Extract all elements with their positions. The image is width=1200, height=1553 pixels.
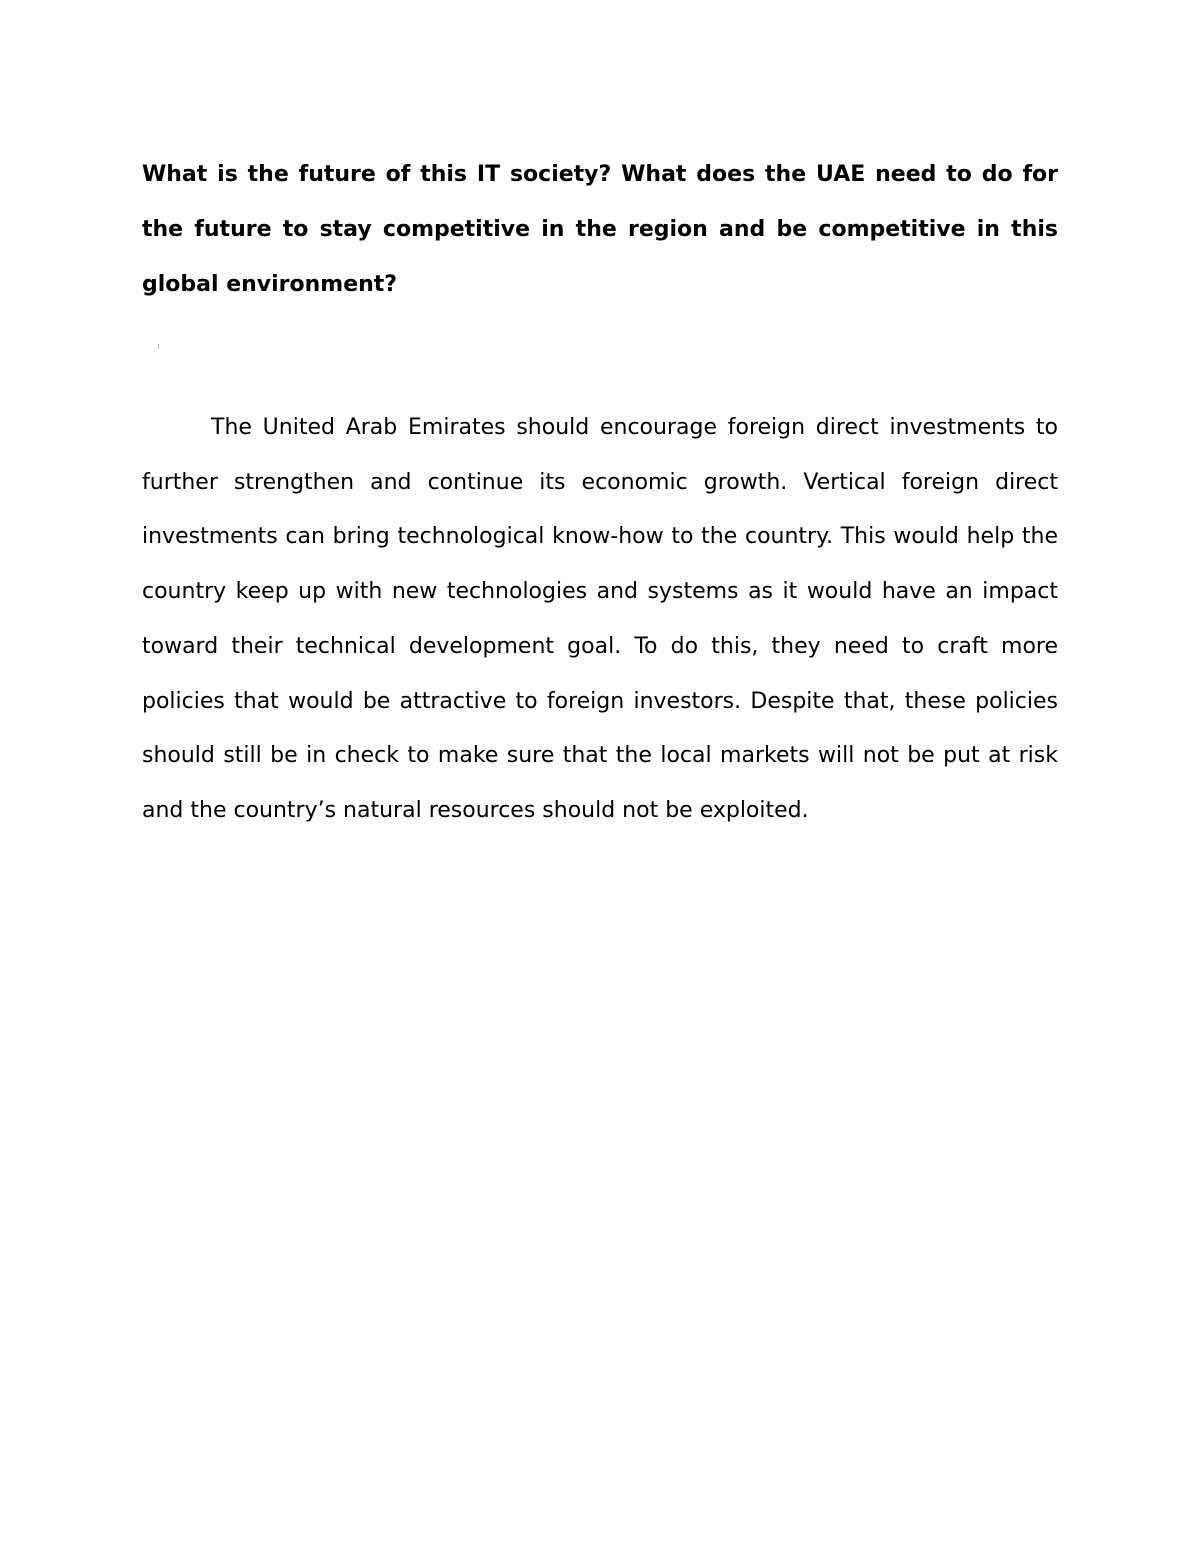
- small-tick-mark: [158, 344, 159, 349]
- question-heading: What is the future of this IT society? What does the UAE need to do for the future to stay competitive in the region and be competitive in this global environment?: [142, 162, 1058, 297]
- answer-paragraph: The United Arab Emirates should encourage foreign direct investments to further strengthen and continue its economic growth. Vertical foreign direct investments can bring technological know-how to the country. This would help the country keep up with new technologies and systems as it would have an impact toward their technical development goal. To do this, they need to craft more policies that would be attractive to foreign investors. Despite that, these policies should still be in check to make sure that the local markets will not be put at risk and the country’s natural resources should not be exploited.: [142, 415, 1058, 823]
